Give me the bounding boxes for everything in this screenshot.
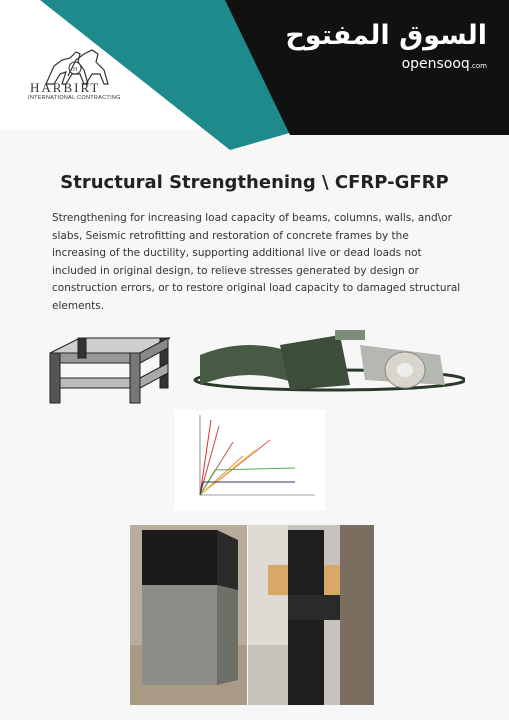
company-name: HARBIRT bbox=[30, 80, 101, 95]
stress-strain-graph-image bbox=[175, 410, 325, 510]
opensooq-brand-suffix: .com bbox=[469, 62, 487, 70]
page-title: Structural Strengthening \ CFRP-GFRP bbox=[60, 172, 449, 193]
opensooq-arabic-logo: السوق المفتوح bbox=[285, 20, 487, 51]
opensooq-brand bbox=[402, 56, 487, 72]
svg-text:H: H bbox=[73, 67, 78, 73]
company-subtitle: INTERNATIONAL CONTRACTING bbox=[28, 95, 121, 101]
frame-wrap-illustration bbox=[40, 328, 175, 408]
fiber-rolls-photo bbox=[190, 325, 465, 405]
description-paragraph: Strengthening for increasing load capacity of beams, columns, walls, and\or slabs, Seismic retrofitting and restoration of concrete frames by the increasing of the ductility, supporting additional live or dead loads not included in original design, to relieve stresses generated by design or construction errors, or to restore original load capacity to damaged structural elements. bbox=[52, 212, 461, 312]
wrapped-beam-joint-photo bbox=[248, 525, 374, 705]
wrapped-column-photo bbox=[130, 525, 247, 705]
opensooq-brand-main: opensooq bbox=[401, 56, 470, 72]
